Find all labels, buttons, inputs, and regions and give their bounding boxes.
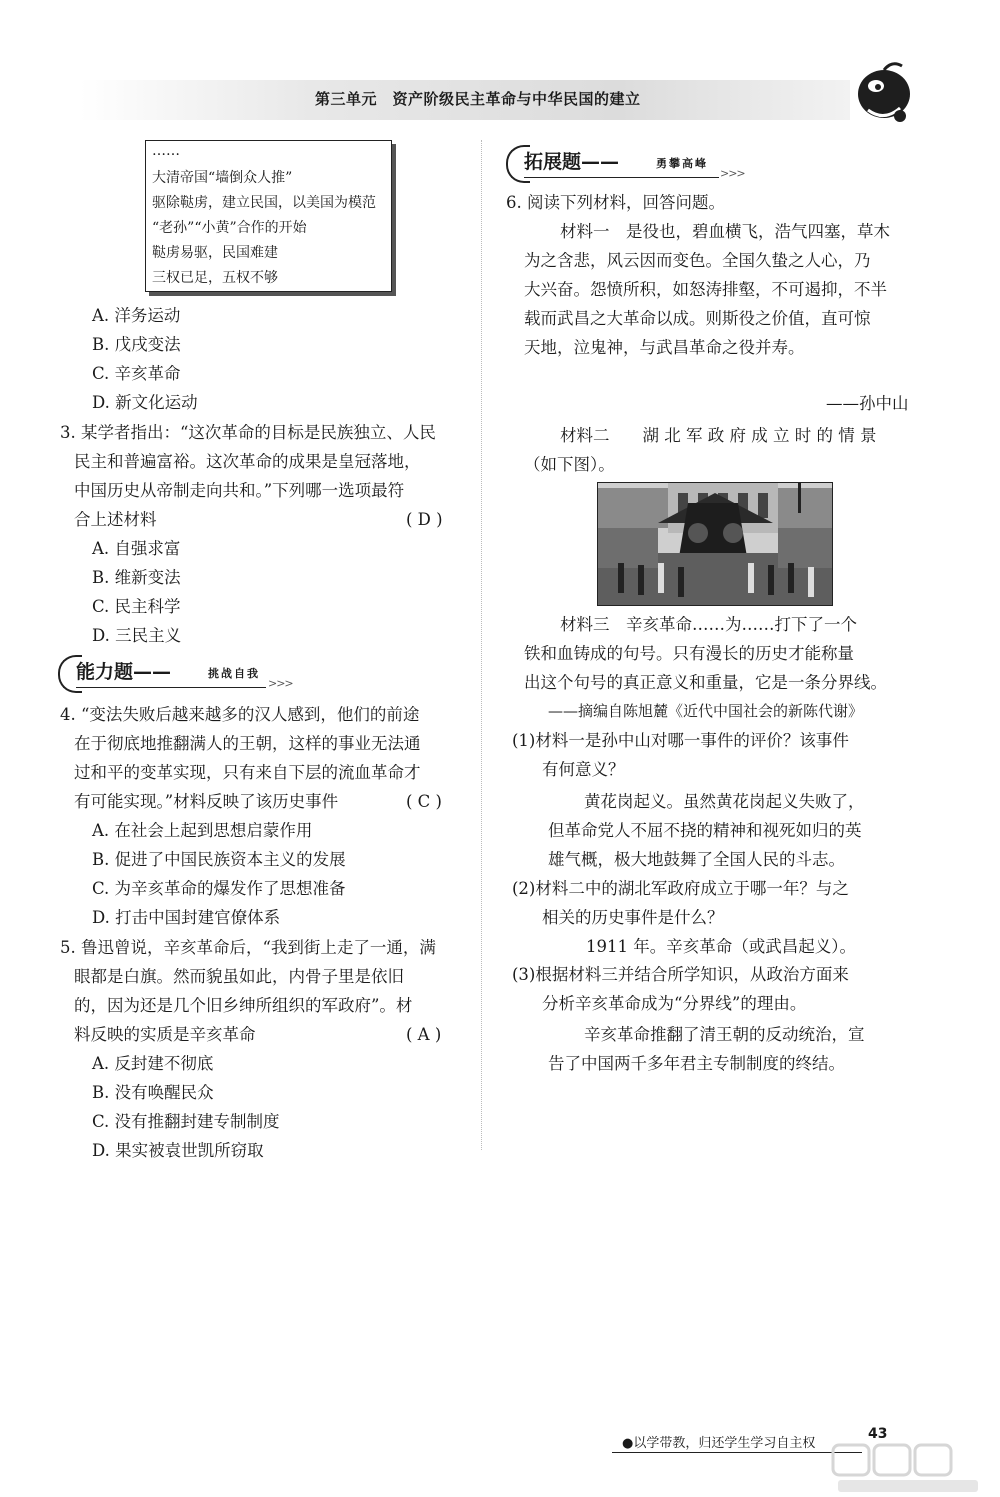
m3-line: 材料三 辛亥革命……为……打下了一个 bbox=[560, 615, 857, 634]
chevrons-icon: >>> bbox=[268, 677, 293, 690]
m3-line: 出这个句号的真正意义和重量，它是一条分界线。 bbox=[524, 673, 887, 692]
column-divider bbox=[481, 140, 482, 1150]
m3-line: 铁和血铸成的句号。只有漫长的历史才能称量 bbox=[524, 644, 854, 663]
q5-line: 眼都是白旗。然而貌虽如此，内骨子里是依旧 bbox=[74, 967, 404, 986]
q3-option-d: D. 三民主义 bbox=[92, 626, 182, 645]
q5-line: 的，因为还是几个旧乡绅所组织的军政府”。材 bbox=[74, 996, 413, 1015]
page-number: 43 bbox=[868, 1426, 888, 1442]
watermark-logo bbox=[828, 1440, 988, 1495]
unit-title: 第三单元 资产阶级民主革命与中华民国的建立 bbox=[315, 90, 641, 108]
q4-answer: ( C ) bbox=[406, 792, 442, 811]
q4-option-b: B. 促进了中国民族资本主义的发展 bbox=[92, 850, 346, 869]
q5-answer: ( A ) bbox=[406, 1025, 442, 1044]
q5-line: 5. 鲁迅曾说，辛亥革命后，“我到街上走了一通，满 bbox=[60, 938, 436, 957]
q6-intro: 6. 阅读下列材料，回答问题。 bbox=[506, 193, 725, 212]
footer-slogan: ●以学带教，归还学生学习自主权 bbox=[622, 1436, 816, 1451]
q4-line: 在于彻底地推翻满人的王朝，这样的事业无法通 bbox=[74, 734, 421, 753]
a3-line: 告了中国两千多年君主专制制度的终结。 bbox=[548, 1054, 845, 1073]
chevrons-icon: >>> bbox=[720, 167, 745, 180]
box-line: 大清帝国“墙倒众人推” bbox=[152, 170, 293, 186]
q4-option-c: C. 为辛亥革命的爆发作了思想准备 bbox=[92, 879, 346, 898]
box-line: 三权已足，五权不够 bbox=[152, 270, 278, 286]
q5-line: 料反映的实质是辛亥革命 bbox=[74, 1025, 256, 1044]
material-box bbox=[145, 140, 392, 292]
a1-line: 但革命党人不屈不挠的精神和视死如归的英 bbox=[548, 821, 862, 840]
a3-line: 辛亥革命推翻了清王朝的反动统治，宣 bbox=[584, 1025, 865, 1044]
section-subtitle: 挑战自我 bbox=[208, 667, 260, 680]
q3-line: 合上述材料 bbox=[74, 510, 157, 529]
q3-line: 民主和普遍富裕。这次革命的成果是皇冠落地， bbox=[74, 452, 421, 471]
m1-line: 大兴奋。怨愤所积，如怒涛排壑，不可遏抑，不半 bbox=[524, 280, 887, 299]
m3-source: ——摘编自陈旭麓《近代中国社会的新陈代谢》 bbox=[548, 702, 864, 720]
box-line: 鞑虏易驱，民国难建 bbox=[152, 245, 278, 261]
q3-option-a: A. 自强求富 bbox=[92, 539, 181, 558]
q4-line: 有可能实现。”材料反映了该历史事件 bbox=[74, 792, 339, 811]
hubei-military-government-photo bbox=[597, 482, 833, 606]
m1-line: 材料一 是役也，碧血横飞，浩气四塞，草木 bbox=[560, 222, 890, 241]
box-line: 驱除鞑虏，建立民国，以美国为模范 bbox=[152, 195, 376, 211]
q2-option-c: C. 辛亥革命 bbox=[92, 364, 181, 383]
q3-option-b: B. 维新变法 bbox=[92, 568, 181, 587]
sq3-line: (3)根据材料三并结合所学知识，从政治方面来 bbox=[512, 965, 849, 984]
sq1-line: 有何意义？ bbox=[542, 760, 625, 779]
m1-line: 天地，泣鬼神，与武昌革命之役并寿。 bbox=[524, 338, 805, 357]
section-title: 拓展题—— bbox=[524, 151, 620, 173]
section-extend bbox=[506, 145, 756, 179]
box-line: “老孙”“小黄”合作的开始 bbox=[152, 220, 307, 236]
sq1-line: (1)材料一是孙中山对哪一事件的评价？该事件 bbox=[512, 731, 849, 750]
q3-line: 3. 某学者指出：“这次革命的目标是民族独立、人民 bbox=[60, 423, 436, 442]
mascot-icon bbox=[848, 60, 918, 130]
q2-option-a: A. 洋务运动 bbox=[92, 306, 181, 325]
footer-rule bbox=[612, 1452, 862, 1453]
section-ability bbox=[58, 655, 308, 689]
page-header bbox=[0, 60, 1000, 130]
q3-option-c: C. 民主科学 bbox=[92, 597, 181, 616]
q4-line: 过和平的变革实现，只有来自下层的流血革命才 bbox=[74, 763, 421, 782]
section-title: 能力题—— bbox=[76, 661, 172, 683]
q3-answer: ( D ) bbox=[406, 510, 443, 529]
q4-line: 4. “变法失败后越来越多的汉人感到，他们的前途 bbox=[60, 705, 420, 724]
sq2-line: 相关的历史事件是什么？ bbox=[542, 908, 724, 927]
q2-option-d: D. 新文化运动 bbox=[92, 393, 198, 412]
m2-line: （如下图）。 bbox=[524, 455, 615, 474]
section-subtitle: 勇攀高峰 bbox=[656, 157, 708, 170]
sq2-line: (2)材料二中的湖北军政府成立于哪一年？与之 bbox=[512, 879, 849, 898]
box-line: …… bbox=[152, 143, 180, 159]
a2-line: 1911 年。辛亥革命（或武昌起义）。 bbox=[586, 937, 856, 956]
q5-option-b: B. 没有唤醒民众 bbox=[92, 1083, 214, 1102]
a1-line: 黄花岗起义。虽然黄花岗起义失败了， bbox=[584, 792, 865, 811]
q5-option-a: A. 反封建不彻底 bbox=[92, 1054, 214, 1073]
q2-option-b: B. 戊戌变法 bbox=[92, 335, 181, 354]
q5-option-c: C. 没有推翻封建专制制度 bbox=[92, 1112, 280, 1131]
a1-line: 雄气概，极大地鼓舞了全国人民的斗志。 bbox=[548, 850, 845, 869]
q4-option-a: A. 在社会上起到思想启蒙作用 bbox=[92, 821, 313, 840]
q3-line: 中国历史从帝制走向共和。”下列哪一选项最符 bbox=[74, 481, 405, 500]
m1-line: 载而武昌之大革命以成。则斯役之价值，直可惊 bbox=[524, 309, 871, 328]
q4-option-d: D. 打击中国封建官僚体系 bbox=[92, 908, 281, 927]
m1-source: ——孙中山 bbox=[826, 394, 909, 413]
q5-option-d: D. 果实被袁世凯所窃取 bbox=[92, 1141, 264, 1160]
sq3-line: 分析辛亥革命成为“分界线”的理由。 bbox=[542, 994, 807, 1013]
m2-line: 材料二 湖 北 军 政 府 成 立 时 的 情 景 bbox=[560, 426, 877, 445]
m1-line: 为之含悲，风云因而变色。全国久蛰之人心，乃 bbox=[524, 251, 871, 270]
